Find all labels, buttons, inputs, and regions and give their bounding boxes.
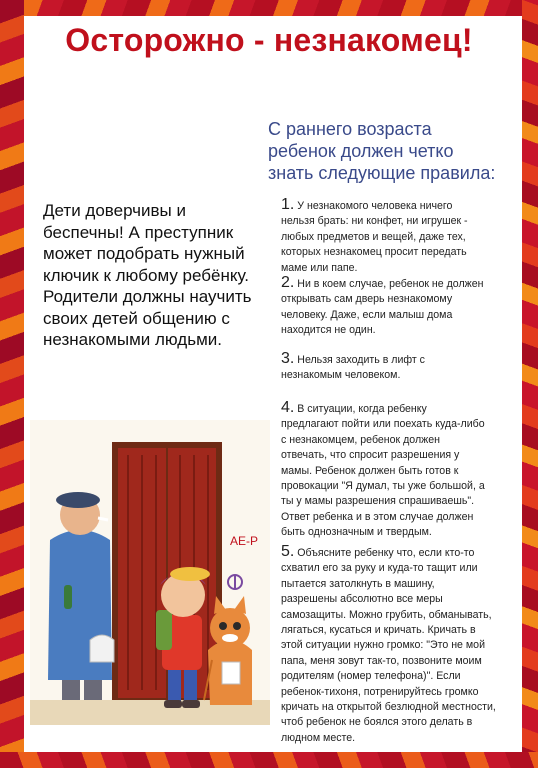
rule-line: любых предметов и вещей, даже тех, — [281, 230, 466, 243]
warning-line: ключик к любому ребёнку. — [43, 265, 250, 285]
rule-1 — [281, 197, 514, 276]
frame-left-border — [0, 0, 24, 768]
rule-line: кричать на открытой безлюдной местности, — [281, 701, 496, 714]
rule-line: Ответ ребенка и в этом случае должен — [281, 510, 474, 523]
intro-line: знать следующие правила: — [268, 163, 496, 183]
rule-line: которых незнакомец просит передать — [281, 246, 467, 259]
rule-line: Нельзя заходить в лифт с — [297, 354, 425, 366]
rule-line: маме или папе. — [281, 261, 358, 274]
rule-line: родителям (номер телефона)". Если — [281, 670, 461, 683]
rule-5 — [281, 544, 514, 746]
rule-line: нельзя брать: ни конфет, ни игрушек - — [281, 215, 468, 228]
rule-line: разрешены абсолютно все меры — [281, 593, 443, 606]
rule-line: провокации "Я думал, ты уже большой, а — [281, 480, 485, 493]
rule-line: незнакомым человеком. — [281, 369, 401, 382]
rule-3 — [281, 351, 514, 384]
warning-paragraph — [43, 200, 268, 351]
rule-line: людном месте. — [281, 731, 356, 744]
rule-line: самозащиты. Можно грубить, обманывать, — [281, 608, 492, 621]
rule-line: У незнакомого человека ничего — [297, 200, 453, 212]
rule-line: с незнакомцем, ребенок должен — [281, 433, 440, 446]
rule-line: отвечать, что спросит разрешения у — [281, 449, 460, 462]
rule-line: чтоб ребенок не боялся этого делать в — [281, 716, 473, 729]
frame-top-border — [0, 0, 538, 16]
warning-line: своих детей общению с — [43, 308, 230, 328]
rule-2 — [281, 275, 514, 339]
rule-line: папа, меня зовут так-то, позвоните моим — [281, 654, 482, 667]
frame-bottom-border — [0, 752, 538, 768]
rule-line: мамы. Ребенок должен быть готов к — [281, 464, 459, 477]
rule-number: 4. — [281, 399, 295, 416]
rule-line: лягаться, кусаться и кричать. Кричать в — [281, 624, 476, 637]
intro-text — [268, 118, 508, 184]
rule-number: 2. — [281, 274, 295, 291]
warning-line: может подобрать нужный — [43, 244, 245, 263]
stranger-illustration — [30, 400, 270, 740]
rule-line: схватил его за руку и куда-то тащит или — [281, 562, 478, 575]
rule-number: 5. — [281, 543, 295, 560]
graffiti-text: AE-P — [230, 534, 259, 548]
warning-line: беспечны! А преступник — [43, 222, 234, 242]
warning-line: Дети доверчивы и — [43, 201, 186, 220]
frame-right-border — [522, 0, 538, 768]
rule-line: человеку. Даже, если малыш дома — [281, 308, 453, 321]
rule-number: 3. — [281, 350, 295, 367]
rule-line: открывать сам дверь незнакомому — [281, 293, 453, 306]
warning-line: незнакомыми людьми. — [43, 330, 222, 349]
rule-line: предлагают пойти или поехать куда-либо — [281, 418, 485, 431]
rule-line: этой ситуации нужно громко: "Это не мой — [281, 639, 485, 652]
rule-line: находится не один. — [281, 324, 376, 337]
rule-line: В ситуации, когда ребенку — [297, 403, 427, 415]
rule-line: Объясните ребенку что, если кто-то — [297, 547, 475, 559]
rule-number: 1. — [281, 196, 295, 213]
page-title: Осторожно - незнакомец! — [65, 22, 473, 58]
rule-line: пытается затолкнуть в машину, — [281, 577, 435, 590]
rule-line: Ни в коем случае, ребенок не должен — [297, 278, 484, 290]
rule-line: ребенок-тихоня, потренируйтесь громко — [281, 685, 479, 698]
intro-line: С раннего возраста — [268, 119, 432, 139]
rule-line: ты у мамы разрешения спрашиваешь". — [281, 495, 475, 508]
rule-4 — [281, 400, 514, 541]
intro-line: ребенок должен четко — [268, 141, 454, 161]
warning-line: Родители должны научить — [43, 287, 252, 306]
rule-line: быть однозначным и твердым. — [281, 526, 432, 539]
